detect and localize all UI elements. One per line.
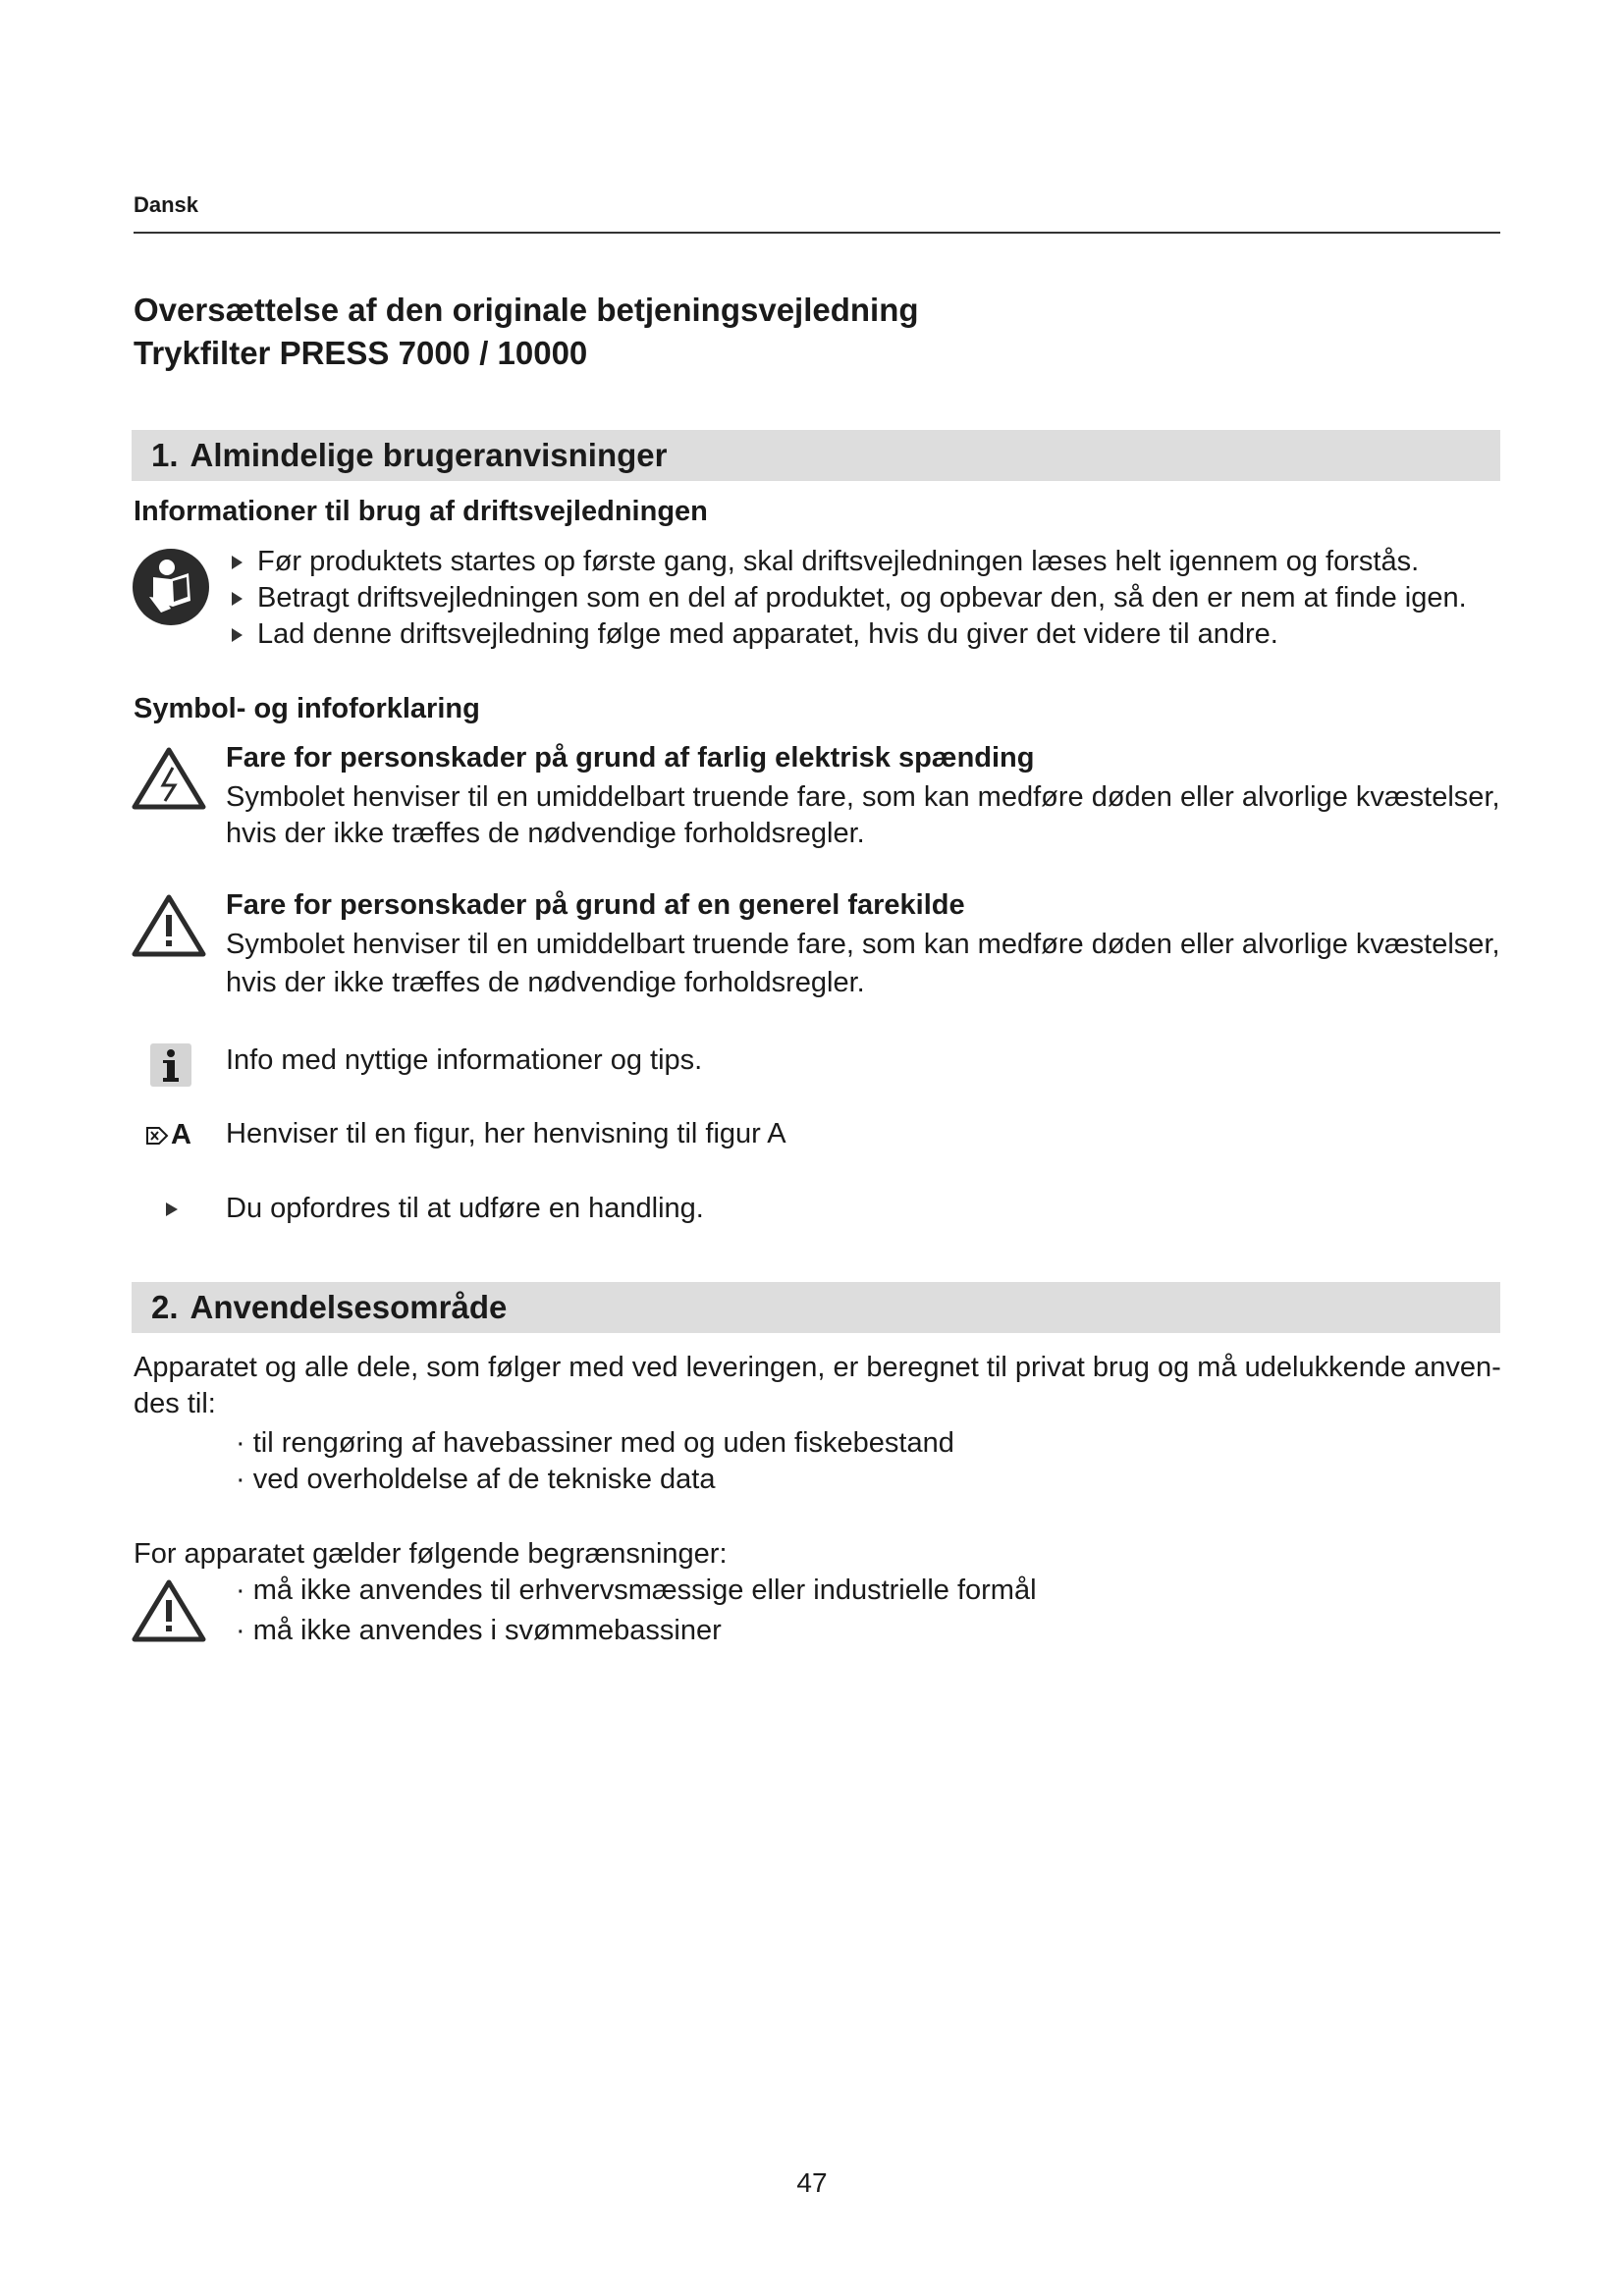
electric-hazard-title: Fare for personskader på grund af farlig elektrisk spænding [226, 742, 1035, 774]
header-rule [134, 232, 1500, 234]
general-hazard-desc-1: Symbolet henviser til en umiddelbart truende fare, som kan medføre døden eller alvorlige kvæstelser, [226, 929, 1500, 960]
document-title: Oversættelse af den originale betjeningsvejledning [134, 292, 919, 328]
action-arrow-icon [165, 1201, 179, 1217]
intended-uses-list [236, 1425, 954, 1498]
arrow-bullet-icon [232, 628, 243, 642]
list-item: Betragt driftsvejledningen som en del af produktet, og opbevar den, så den er nem at finde igen. [226, 580, 1467, 616]
figure-pointer-icon [145, 1125, 169, 1147]
electric-hazard-desc-2: hvis der ikke træffes de nødvendige forholdsregler. [226, 818, 865, 849]
figure-reference-description: Henviser til en figur, her henvisning til figur A [226, 1118, 786, 1149]
section-2-number: 2. [151, 1289, 179, 1325]
general-hazard-desc-2: hvis der ikke træffes de nødvendige forholdsregler. [226, 967, 865, 998]
restrictions-list [236, 1573, 1037, 1649]
arrow-bullet-icon [232, 592, 243, 606]
arrow-bullet-icon [232, 556, 243, 569]
restrictions-intro: For apparatet gælder følgende begrænsninger: [134, 1538, 728, 1570]
info-icon [149, 1042, 192, 1088]
section-1-heading [132, 430, 1500, 481]
manual-instructions-list [226, 544, 1467, 653]
usage-paragraph-line-1: Apparatet og alle dele, som følger med ved leveringen, er beregnet til privat brug og må udelukkende anven- [134, 1352, 1501, 1383]
section-2-title: Anvendelsesområde [189, 1289, 508, 1325]
section-1-title: Almindelige brugeranvisninger [189, 437, 668, 473]
figure-reference-symbol [145, 1119, 191, 1151]
section-2-heading [132, 1282, 1500, 1333]
list-item: · må ikke anvendes til erhvervsmæssige eller industrielle formål [236, 1575, 1037, 1606]
read-manual-icon [132, 548, 210, 626]
action-description: Du opfordres til at udføre en handling. [226, 1193, 704, 1224]
list-item: · ved overholdelse af de tekniske data [236, 1464, 716, 1495]
electric-hazard-icon [132, 746, 206, 811]
info-description: Info med nyttige informationer og tips. [226, 1044, 703, 1076]
usage-paragraph-line-2: des til: [134, 1388, 216, 1419]
general-hazard-title: Fare for personskader på grund af en generel farekilde [226, 889, 965, 921]
list-item: · må ikke anvendes i svømmebassiner [236, 1615, 722, 1646]
page-number: 47 [796, 2167, 828, 2198]
list-item: · til rengøring af havebassiner med og uden fiskebestand [236, 1427, 954, 1459]
electric-hazard-desc-1: Symbolet henviser til en umiddelbart truende fare, som kan medføre døden eller alvorlige kvæstelser, [226, 781, 1500, 813]
restriction-warning-icon [132, 1578, 206, 1643]
language-label: Dansk [134, 192, 199, 217]
list-item: Før produktets startes op første gang, skal driftsvejledningen læses helt igennem og forstås. [226, 544, 1467, 580]
general-hazard-icon [132, 893, 206, 958]
list-item: Lad denne driftsvejledning følge med apparatet, hvis du giver det videre til andre. [226, 616, 1467, 653]
subheading-manual-info: Informationer til brug af driftsvejledningen [134, 496, 708, 527]
document-subtitle: Trykfilter PRESS 7000 / 10000 [134, 335, 588, 371]
figure-reference-letter: A [171, 1119, 191, 1150]
subheading-symbols: Symbol- og infoforklaring [134, 693, 480, 724]
section-1-number: 1. [151, 437, 179, 473]
